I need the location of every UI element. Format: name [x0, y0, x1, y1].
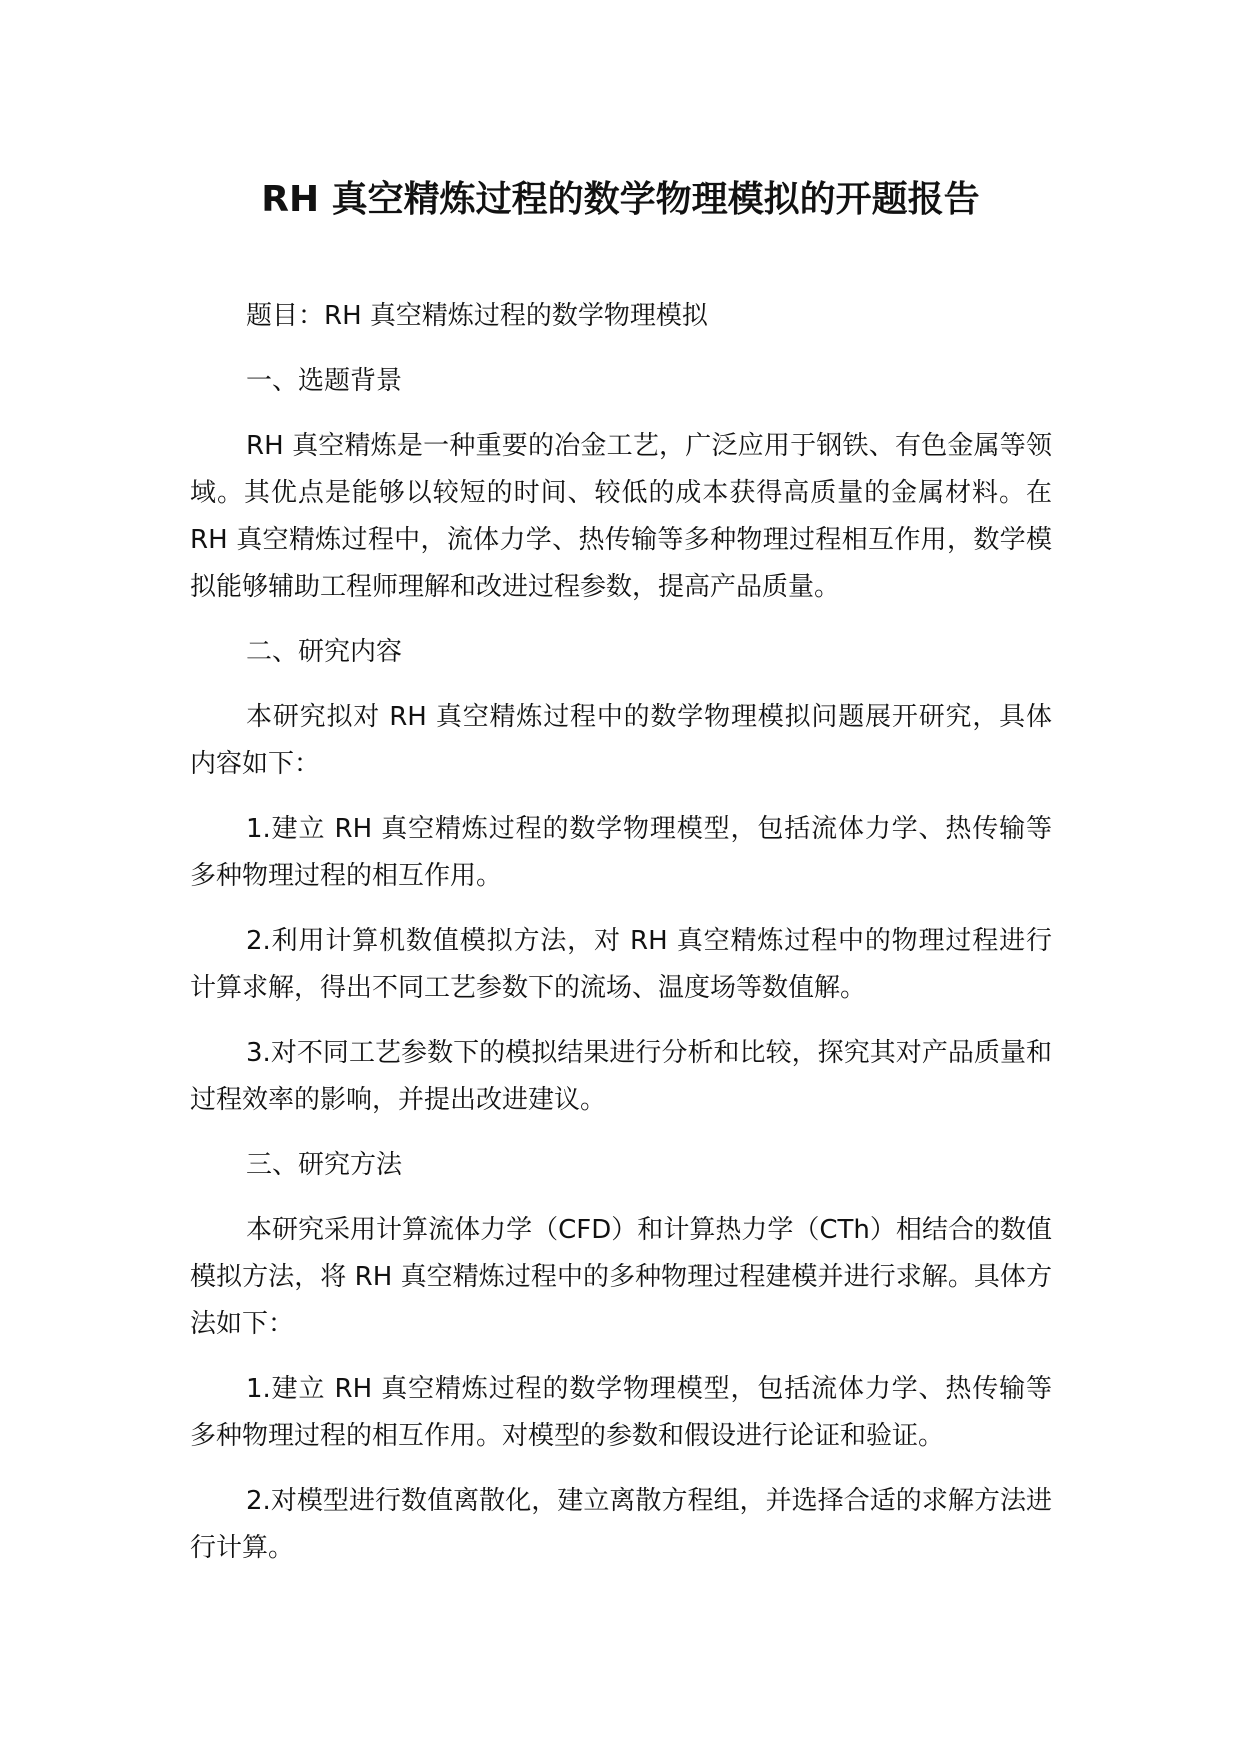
- subject-line: 题目：RH 真空精炼过程的数学物理模拟: [246, 301, 708, 331]
- content-item-1: 1.建立 RH 真空精炼过程的数学物理模型，包括流体力学、热传输等多种物理过程的相互作用。: [190, 814, 1052, 891]
- content-intro-paragraph: 本研究拟对 RH 真空精炼过程中的数学物理模拟问题展开研究，具体内容如下：: [190, 702, 1052, 779]
- section-heading-method: 三、研究方法: [246, 1150, 403, 1180]
- method-intro-paragraph: 本研究采用计算流体力学（CFD）和计算热力学（CTh）相结合的数值模拟方法，将 RH 真空精炼过程中的多种物理过程建模并进行求解。具体方法如下：: [190, 1215, 1052, 1339]
- content-item-2: 2.利用计算机数值模拟方法，对 RH 真空精炼过程中的物理过程进行计算求解，得出不同工艺参数下的流场、温度场等数值解。: [190, 926, 1052, 1003]
- content-item-3: 3.对不同工艺参数下的模拟结果进行分析和比较，探究其对产品质量和过程效率的影响，并提出改进建议。: [190, 1038, 1052, 1115]
- document-title: RH 真空精炼过程的数学物理模拟的开题报告: [261, 179, 980, 220]
- method-item-2: 2.对模型进行数值离散化，建立离散方程组，并选择合适的求解方法进行计算。: [190, 1486, 1052, 1563]
- background-paragraph: RH 真空精炼是一种重要的冶金工艺，广泛应用于钢铁、有色金属等领域。其优点是能够以较短的时间、较低的成本获得高质量的金属材料。在 RH 真空精炼过程中，流体力学、热传输等多种物理过程相互作用，数学模拟能够辅助工程师理解和改进过程参数，提高产品质量。: [190, 431, 1052, 602]
- section-heading-content: 二、研究内容: [246, 637, 403, 667]
- method-item-1: 1.建立 RH 真空精炼过程的数学物理模型，包括流体力学、热传输等多种物理过程的相互作用。对模型的参数和假设进行论证和验证。: [190, 1374, 1052, 1451]
- document-body: [190, 293, 1052, 1590]
- section-heading-background: 一、选题背景: [246, 366, 403, 396]
